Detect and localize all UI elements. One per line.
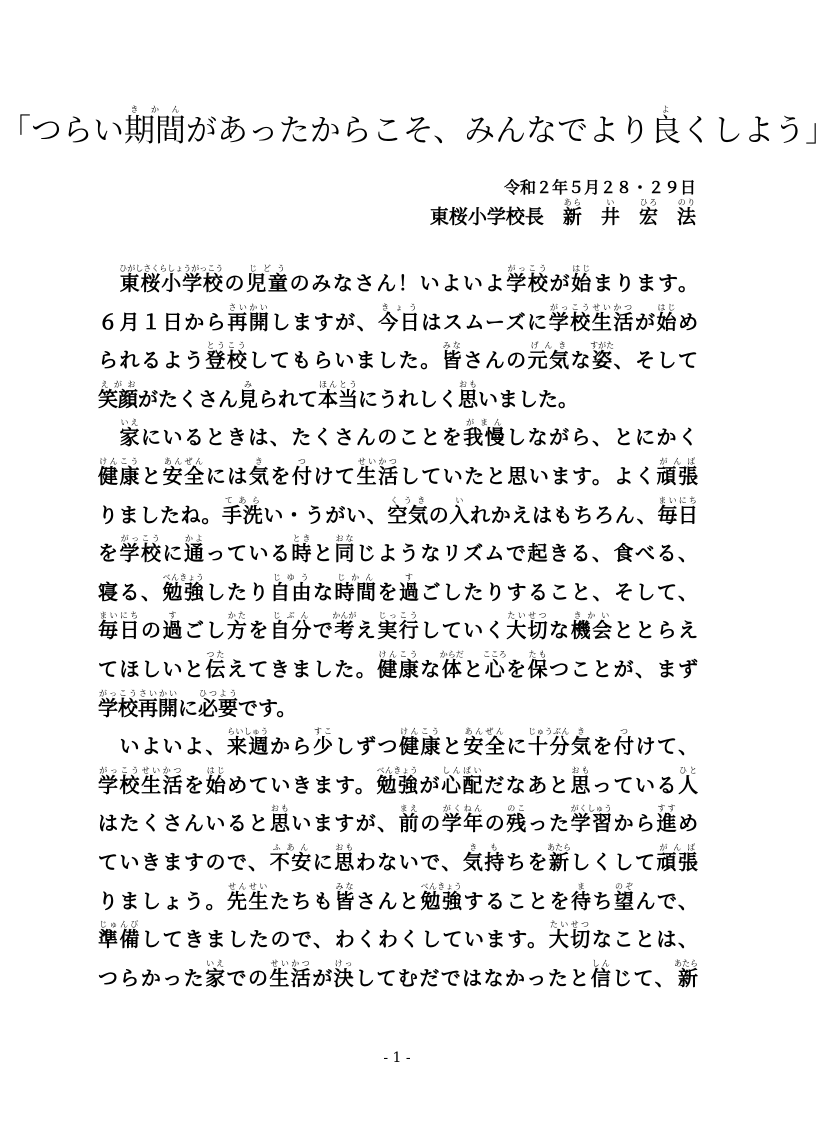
furigana-word: 体からだ: [439, 649, 464, 681]
furigana-word: 今日きょう: [378, 302, 422, 334]
furigana-word: 見み: [238, 379, 258, 411]
body-line: 健康けんこうと安全あんぜんには気きを付つけて生活せいかつしていたと思います。よく頑張がんば: [98, 456, 699, 488]
document-date: 令和２年５月２８・２９日: [503, 178, 696, 197]
furigana-word: 過す: [162, 611, 184, 643]
author-name-char: 井い: [600, 198, 620, 228]
furigana-word: 始はじ: [571, 264, 593, 295]
body-line: りましたね。手洗てあらい・うがい、空気くうきの入いれかえはもちろん、毎日まいにち: [98, 495, 699, 527]
furigana-word: 空気くうき: [387, 495, 429, 527]
furigana-word: 学校再開がっこうさいかい: [98, 688, 178, 720]
furigana-word: 元気げんき: [527, 341, 571, 373]
furigana-word: 生活せいかつ: [269, 958, 313, 990]
furigana-word: 心こころ: [482, 649, 507, 681]
furigana-word: 本当ほんとう: [318, 379, 358, 411]
furigana-word: 準備じゅんび: [98, 920, 142, 952]
body-line: ６月１日から再開さいかいしますが、今日きょうはスムーズに学校生活がっこうせいかつが始はじめ: [98, 302, 699, 334]
furigana-word: 必要ひつよう: [198, 688, 238, 720]
author-name-char: 新あら: [562, 198, 582, 228]
furigana-word: 保たも: [527, 649, 550, 681]
author-role: 東桜小学校長: [429, 206, 544, 228]
title-text-middle: があったからこそ、みんなでより: [186, 113, 651, 149]
furigana-word: 先生せんせい: [226, 881, 270, 913]
furigana-word: 頑張がんば: [656, 842, 699, 874]
furigana-word: 毎日まいにち: [98, 611, 141, 643]
furigana-word: 頑張がんば: [656, 456, 699, 488]
furigana-word: 気き: [248, 456, 271, 488]
furigana-word: 安全あんぜん: [162, 456, 206, 488]
author-name-char: 法のり: [676, 198, 696, 228]
body-line: つらかった家いえでの生活せいかつが決けっしてむだではなかったと信しんじて、新あたら: [98, 958, 698, 990]
page-number: - 1 -: [383, 1050, 411, 1066]
furigana-word: 大切たいせつ: [548, 920, 592, 952]
body-line: 学校生活がっこうせいかつを始はじめていきます。勉強べんきょうが心配しんぱいだなあと思おもっている人ひと: [98, 765, 699, 797]
furigana-word: 健康けんこう: [377, 649, 421, 681]
furigana-word: 来週らいしゅう: [226, 727, 270, 759]
furigana-word: 少すこ: [312, 727, 335, 759]
furigana-word: 思おも: [269, 804, 292, 836]
furigana-word: 気き: [570, 727, 593, 759]
furigana-word: 皆みな: [334, 881, 356, 913]
title-text-start: 「つらい: [0, 113, 124, 149]
body-line: はたくさんいると思おもいますが、前まえの学年がくねんの残のこった学習がくしゅうから進すすめ: [98, 804, 699, 836]
furigana-word: 心配しんぱい: [441, 765, 485, 797]
furigana-word: 入い: [449, 495, 471, 527]
furigana-word: 待ま: [570, 881, 593, 913]
furigana-word: 気持きも: [462, 842, 506, 874]
furigana-word: 学校がっこう: [506, 264, 550, 295]
body-line: りましょう。先生せんせいたちも皆みなさんと勉強べんきょうすることを待まち望のぞんで、: [98, 881, 699, 913]
furigana-word: 自由じゆう: [270, 572, 313, 604]
furigana-word: 時間じかん: [334, 572, 378, 604]
body-line: 準備じゅんびしてきましたので、わくわくしています。大切たいせつなことは、: [98, 920, 699, 952]
furigana-word: 学校生活がっこうせいかつ: [548, 302, 635, 334]
furigana-word: 通かよ: [184, 534, 206, 566]
furigana-word: 勉強べんきょう: [420, 881, 464, 913]
furigana-word: 皆みな: [441, 341, 464, 373]
furigana-word: 登校とうこう: [205, 341, 249, 373]
furigana-word: 人ひと: [678, 765, 699, 797]
body-line: 毎日まいにちの過すごし方かたを自分じぶんで考かんがえ実行じっこうしていく大切たいせつな機会きかいととらえ: [98, 611, 699, 643]
body-line: てほしいと伝つたえてきました。健康けんこうな体からだと心こころを保たもつことが、まず: [98, 649, 699, 681]
furigana-word: 生活せいかつ: [356, 456, 400, 488]
furigana-word: 機会きかい: [570, 611, 614, 643]
document-author: [430, 196, 696, 238]
furigana-word: 学年がくねん: [441, 804, 485, 836]
furigana-word: 家いえ: [205, 958, 227, 990]
furigana-word: 勉強べんきょう: [376, 765, 420, 797]
furigana-word: 思おも: [570, 765, 592, 797]
furigana-word: 前まえ: [398, 804, 421, 836]
furigana-word: 決けっ: [333, 958, 356, 990]
body-line: 学校再開がっこうさいかいに必要ひつようです。: [98, 688, 297, 720]
furigana-word: 付つ: [291, 456, 314, 488]
furigana-word: 姿すがた: [590, 341, 615, 373]
furigana-word: 始はじ: [656, 302, 679, 334]
furigana-word: 新あたら: [546, 842, 571, 874]
furigana-word: 東桜小学校ひがしさくらしょうがっこう: [119, 264, 224, 295]
furigana-word: 勉強べんきょう: [162, 572, 206, 604]
furigana-word: 思おも: [458, 379, 478, 411]
furigana-word: 我慢がまん: [463, 418, 507, 450]
furigana-word: 健康けんこう: [398, 727, 442, 759]
furigana-word: 伝つた: [205, 649, 227, 681]
body-line: いよいよ、来週らいしゅうから少すこしずつ健康けんこうと安全あんぜんに十分じゅうぶん気きを付つけて、: [98, 727, 699, 759]
furigana-word: 再開さいかい: [227, 302, 271, 334]
furigana-word: 安全あんぜん: [463, 727, 507, 759]
furigana-word: 同おな: [334, 534, 356, 566]
body-line: 笑顔えがおがたくさん見みられて本当ほんとうにうれしく思おもいました。: [98, 379, 578, 411]
furigana-word: 健康けんこう: [98, 456, 142, 488]
furigana-word: 始はじ: [205, 765, 228, 797]
body-line: ていきますので、不安ふあんに思おもわないで、気持きもちを新あたらしくして頑張がんば: [98, 842, 699, 874]
furigana-word: 大切たいせつ: [506, 611, 550, 643]
furigana-word: 十分じゅうぶん: [527, 727, 571, 759]
author-name: [544, 198, 696, 228]
furigana-word: 方かた: [226, 611, 249, 643]
title-ruby-kikan: 期間きかん: [124, 105, 186, 149]
furigana-word: 進すす: [656, 804, 679, 836]
furigana-word: 信しん: [590, 958, 613, 990]
furigana-word: 不安ふあん: [269, 842, 313, 874]
furigana-word: 考かんが: [332, 611, 357, 643]
furigana-word: 学校がっこう: [119, 534, 163, 566]
furigana-word: 児童じどう: [246, 264, 290, 295]
furigana-word: 新あたら: [674, 958, 698, 990]
body-line: を学校がっこうに通かよっている時ときと同おなじようなリズムで起きる、食べる、: [98, 534, 699, 566]
furigana-word: 学習がくしゅう: [570, 804, 614, 836]
furigana-word: 時とき: [291, 534, 313, 566]
furigana-word: 学校生活がっこうせいかつ: [98, 765, 185, 797]
furigana-word: 残のこ: [506, 804, 528, 836]
furigana-word: 家いえ: [119, 418, 141, 450]
furigana-word: 自分じぶん: [269, 611, 313, 643]
furigana-word: 毎日まいにち: [657, 495, 699, 527]
author-name-char: 宏ひろ: [638, 198, 658, 228]
furigana-word: 笑顔えがお: [98, 379, 138, 411]
furigana-word: 望のぞ: [613, 881, 636, 913]
furigana-word: 手洗てあら: [222, 495, 264, 527]
body-line: 家いえにいるときは、たくさんのことを我慢がまんしながら、とにかく: [119, 418, 699, 450]
furigana-word: 過す: [399, 572, 421, 604]
furigana-word: 付つ: [613, 727, 636, 759]
body-line: られるよう登校とうこうしてもらいました。皆みなさんの元気げんきな姿すがた、そして: [98, 341, 699, 373]
furigana-word: 実行じっこう: [377, 611, 421, 643]
title-text-end: くしよう」: [681, 113, 836, 149]
body-line: 寝る、勉強べんきょうしたり自由じゆうな時間じかんを過すごしたりすること、そして、: [98, 572, 699, 604]
document-body: [98, 264, 698, 997]
furigana-word: 思おも: [334, 842, 356, 874]
title-ruby-yo: 良よ: [650, 105, 682, 149]
document-title: [0, 105, 836, 156]
body-line: 東桜小学校ひがしさくらしょうがっこうの児童じどうのみなさん！いよいよ学校がっこうが始はじまります。: [119, 264, 699, 295]
